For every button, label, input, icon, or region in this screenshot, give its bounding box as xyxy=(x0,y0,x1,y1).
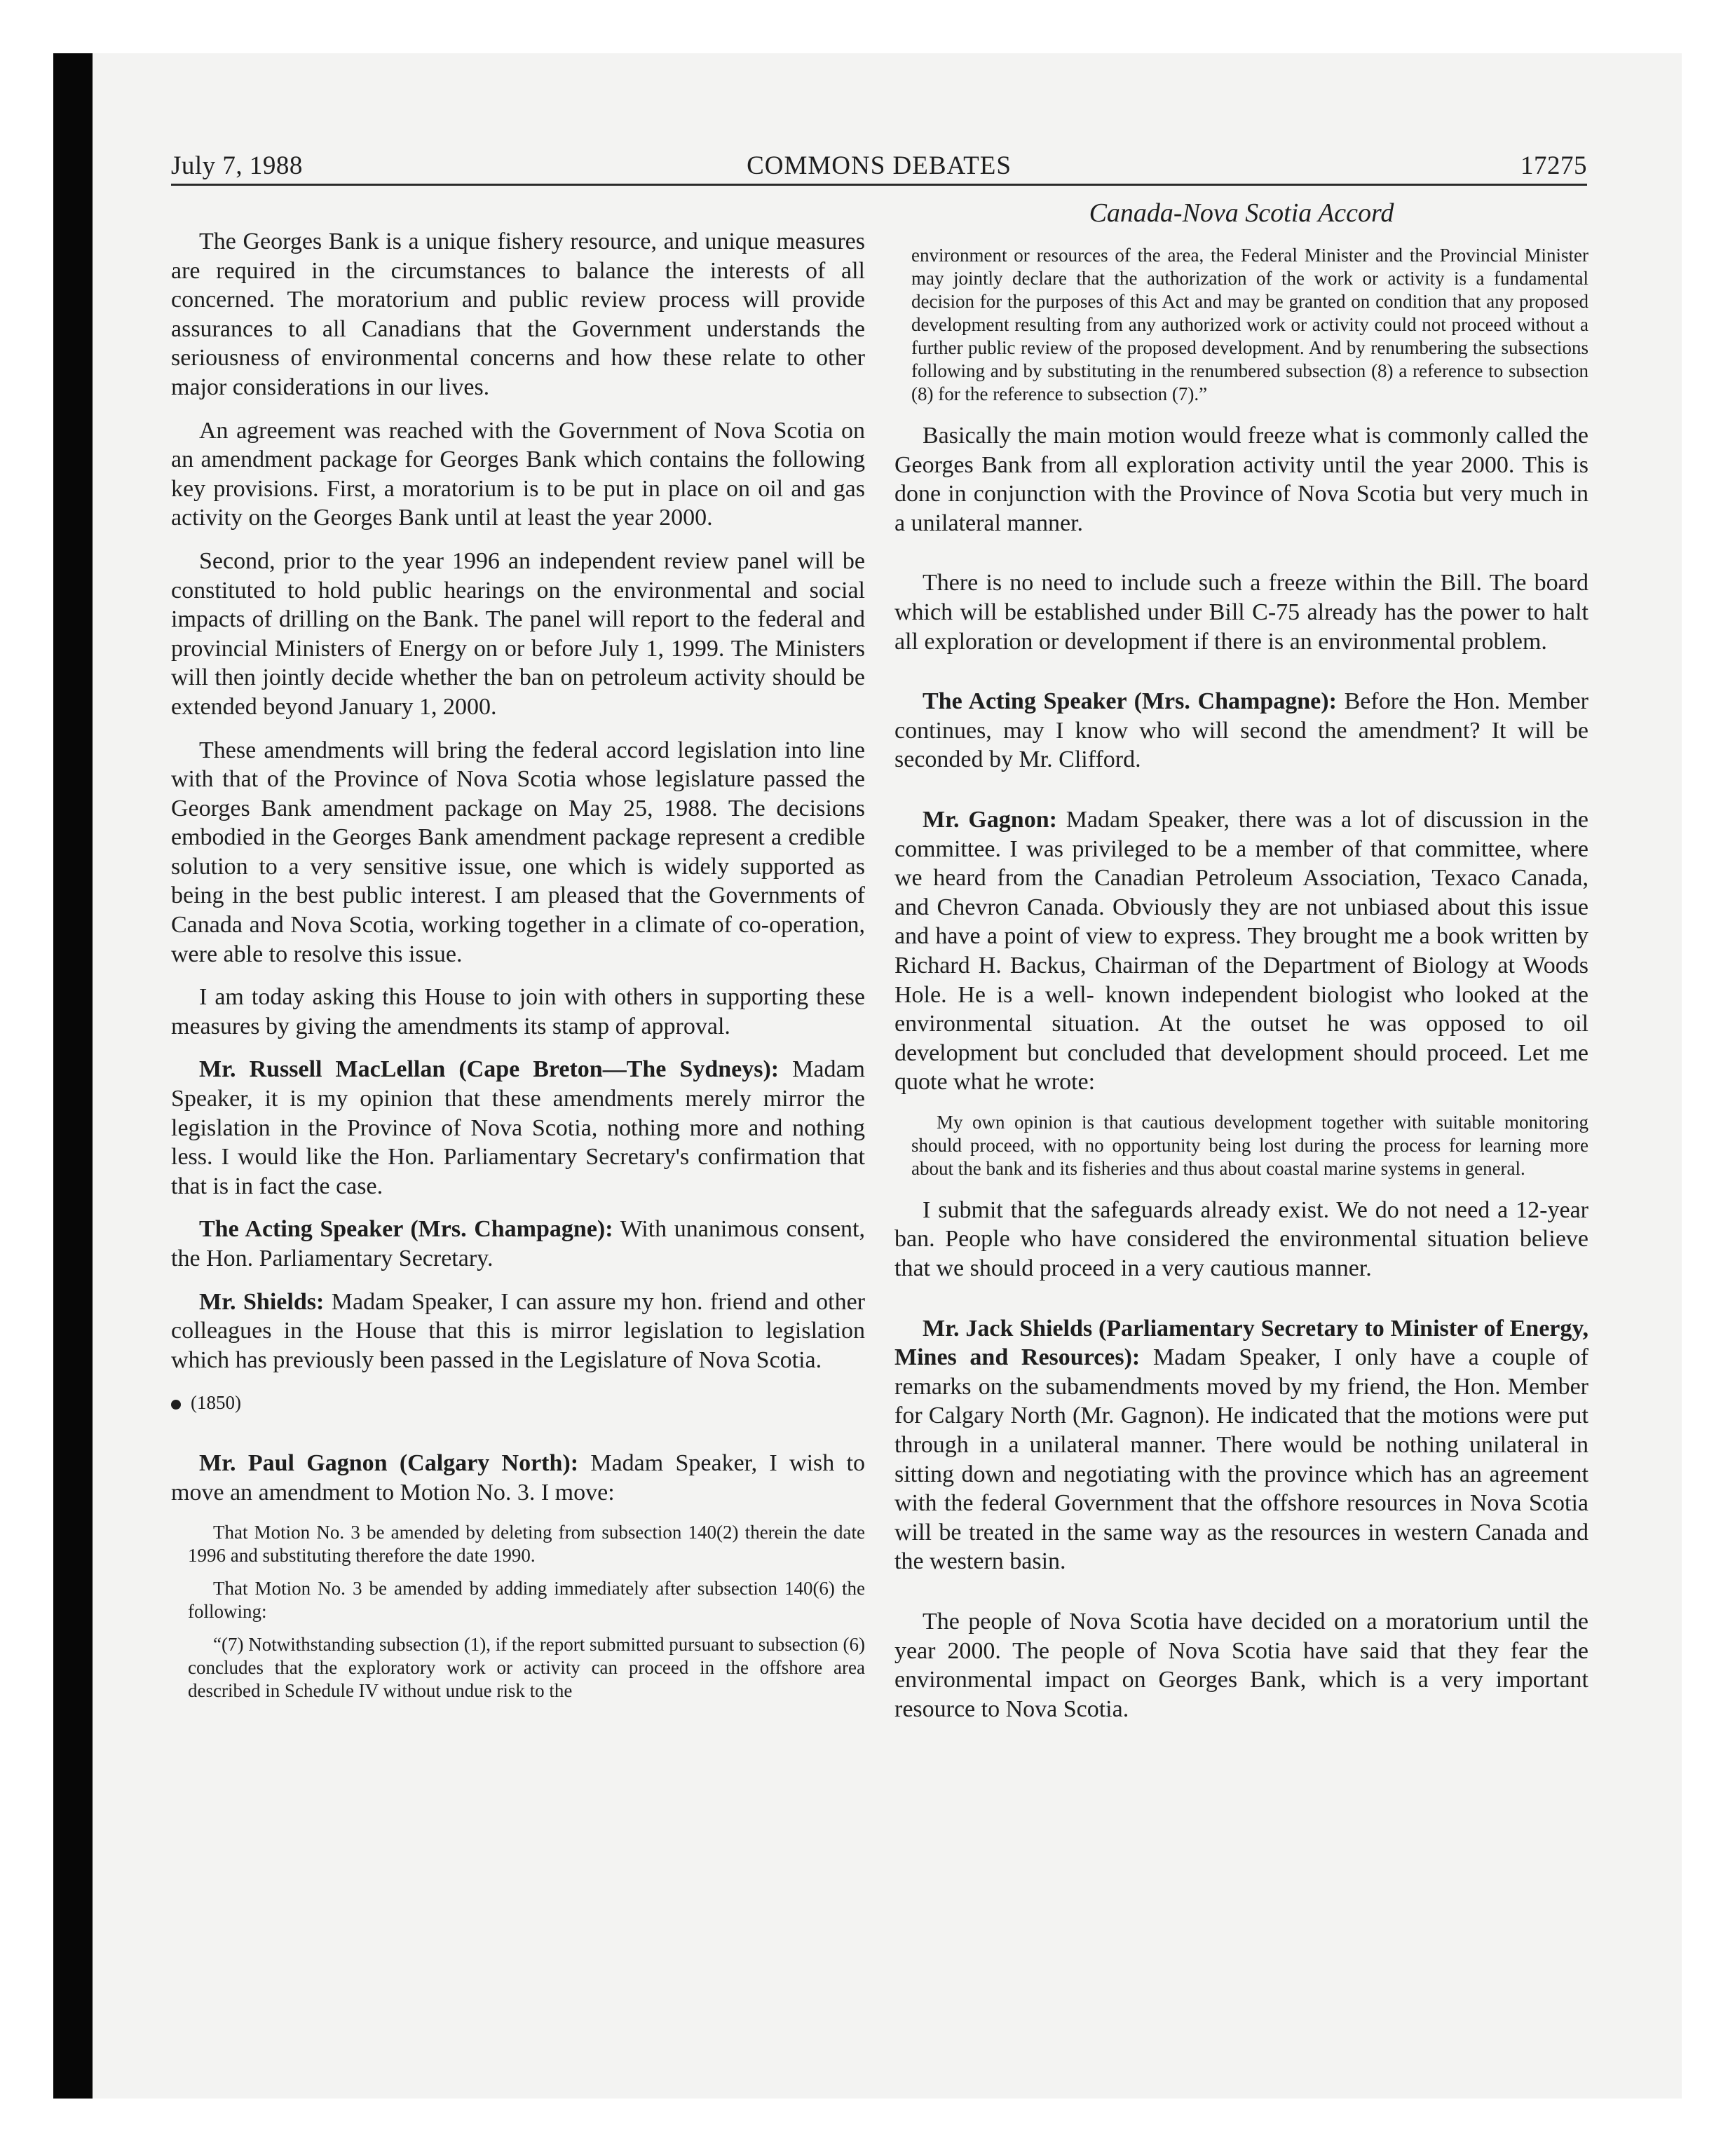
header-title: COMMONS DEBATES xyxy=(747,151,1012,180)
speech-paragraph xyxy=(171,1288,865,1375)
spacer xyxy=(171,196,865,227)
speech-text: Madam Speaker, there was a lot of discussion in the committee. I was privileged to be a member of that committee, where we heard from the Canadian Petroleum Association, Texaco Canada, and Chevron Canada. Obviously they are not unbiased about this issue and have a point of view to express. They brought me a book written by Richard H. Backus, Chairman of the Department of Biology at Woods Hole. He is a well- known independent biologist who looked at the environmental situation. At the outset he was opposed to oil development but concluded that development should proceed. Let me quote what he wrote: xyxy=(894,806,1589,1096)
paragraph: The people of Nova Scotia have decided on a moratorium until the year 2000. The people of Nova Scotia have said that they fear the environmental impact on Georges Bank, which is a very important resource to Nova Scotia. xyxy=(894,1609,1588,1722)
paragraph: These amendments will bring the federal accord legislation into line with that of the Province of Nova Scotia whose legislature passed the Georges Bank amendment package on May 25, 1988. The decisions embodied in the Georges Bank amendment package represent a credible solution to a very sensitive issue, one which is widely supported as being in the best public interest. I am pleased that the Governments of Canada and Nova Scotia, working together in a climate of co-operation, were able to resolve this issue. xyxy=(171,737,865,967)
paragraph: Second, prior to the year 1996 an independent review panel will be constituted to hold public hearings on the environmental and social impacts of drilling on the Bank. The panel will report to the federal and provincial Ministers of Energy on or before July 1, 1999. The Ministers will then jointly decide whether the ban on petroleum activity should be extended beyond January 1, 2000. xyxy=(171,547,865,720)
quote-paragraph: That Motion No. 3 be amended by adding immediately after subsection 140(6) the following: xyxy=(188,1578,865,1623)
spacer xyxy=(894,789,1588,805)
speaker-name: Mr. Shields: xyxy=(199,1288,325,1315)
quote-paragraph: My own opinion is that cautious development together with suitable monitoring should proceed, with no opportunity being lost during the process for learning more about the bank and its fisheries and thus about coastal marine systems in general. xyxy=(911,1111,1588,1179)
spacer xyxy=(894,1590,1588,1607)
header-page-number: 17275 xyxy=(1520,151,1587,180)
speaker-name: The Acting Speaker (Mrs. Champagne): xyxy=(923,688,1337,715)
speech-text: Madam Speaker, it is my opinion that these amendments merely mirror the legislation in the Province of Nova Scotia, nothing more and nothing less. I would like the Hon. Parliamentary Secretary's confirmation that that is in fact the case. xyxy=(171,1056,865,1199)
speech-paragraph xyxy=(894,805,1588,1097)
backus-quote xyxy=(894,1111,1588,1180)
speech-text: Before the Hon. Member continues, may I know who will second the amendment? It will be seconded by Mr. Clifford. xyxy=(894,688,1588,773)
quote-paragraph: That Motion No. 3 be amended by deleting from subsection 140(2) therein the date 1996 and substituting therefore the date 1990. xyxy=(188,1522,865,1567)
paragraph: I submit that the safeguards already exist. We do not need a 12-year ban. People who have considered the environmental situation believe that we should proceed in a very cautious manner. xyxy=(894,1196,1588,1282)
spacer xyxy=(894,1297,1588,1314)
speech-text: Madam Speaker, I only have a couple of remarks on the subamendments moved by my friend, the Hon. Member for Calgary North (Mr. Gagnon). He indicated that the motions were put through in a unilateral manner. There would be nothing unilateral in sitting down and negotiating with the province which has an agreement with the federal Government that the offshore resources in Nova Scotia will be treated in the same way as the resources in western Canada and the western basin. xyxy=(894,1344,1589,1575)
speech-paragraph xyxy=(171,1215,865,1273)
speaker-name: Mr. Russell MacLellan (Cape Breton—The Sydneys): xyxy=(199,1056,780,1083)
speaker-name: Mr. Jack Shields (Parliamentary Secretary to Minister of Energy, Mines and Resources): xyxy=(894,1315,1588,1371)
speech-text: Madam Speaker, I can assure my hon. friend and other colleagues in the House that this is mirror legislation to legislation which has previously been passed in the Legislature of Nova Scotia. xyxy=(171,1288,865,1373)
time-marker-text: (1850) xyxy=(191,1392,241,1414)
paragraph: Basically the main motion would freeze what is commonly called the Georges Bank from all exploration activity until the year 2000. This is done in conjunction with the Province of Nova Scotia but very much in a unilateral manner. xyxy=(894,423,1588,536)
speech-text: With unanimous consent, the Hon. Parliamentary Secretary. xyxy=(171,1216,865,1271)
amendment-quote xyxy=(171,1521,865,1703)
bullet-icon xyxy=(171,1400,181,1410)
header-rule xyxy=(171,184,1587,186)
speaker-name: Mr. Gagnon: xyxy=(923,806,1057,833)
left-column xyxy=(171,196,865,1718)
quote-paragraph: environment or resources of the area, the Federal Minister and the Provincial Minister may jointly declare that the authorization of the work or activity is a fundamental decision for the purposes of this Act and may be granted on condition that any proposed development resulting from any authorized work or activity could not proceed without a further public review of the proposed development. And by renumbering the subsections following and by substituting in the renumbered subsection (8) a reference to subsection (8) for the reference to subsection (7).” xyxy=(911,245,1588,404)
spacer xyxy=(171,1432,865,1449)
paragraph: The Georges Bank is a unique fishery resource, and unique measures are required in the circumstances to balance the interests of all concerned. The moratorium and public review process will provide assurances to all Canadians that the Government understands the seriousness of environmental concerns and how these relate to other major considerations in our lives. xyxy=(171,228,865,400)
section-title: Canada-Nova Scotia Accord xyxy=(1089,198,1394,228)
speech-paragraph xyxy=(171,1449,865,1507)
speech-paragraph xyxy=(894,687,1588,775)
speaker-name: Mr. Paul Gagnon (Calgary North): xyxy=(199,1449,579,1476)
paragraph: An agreement was reached with the Government of Nova Scotia on an amendment package for Georges Bank which contains the following key provisions. First, a moratorium is to be put in place on oil and gas activity on the Georges Bank until at least the year 2000. xyxy=(171,417,865,531)
speech-text: Madam Speaker, I wish to move an amendment to Motion No. 3. I move: xyxy=(171,1449,865,1506)
amendment-quote-continued xyxy=(894,244,1588,406)
spacer xyxy=(894,670,1588,687)
right-column xyxy=(894,196,1588,1738)
header-date: July 7, 1988 xyxy=(171,151,303,180)
paragraph: There is no need to include such a freeze within the Bill. The board which will be established under Bill C-75 already has the power to halt all exploration or development if there is an environmental problem. xyxy=(894,570,1588,655)
scan-edge-bar xyxy=(53,53,93,2099)
quote-paragraph: “(7) Notwithstanding subsection (1), if the report submitted pursuant to subsection (6) concludes that the exploratory work or activity can proceed in the offshore area described in Schedule IV without undue risk to the xyxy=(188,1634,865,1702)
time-marker xyxy=(171,1389,865,1418)
paragraph: I am today asking this House to join with others in supporting these measures by giving the amendments its stamp of approval. xyxy=(171,984,865,1039)
speech-paragraph xyxy=(171,1055,865,1201)
speech-paragraph xyxy=(894,1314,1588,1576)
spacer xyxy=(894,552,1588,568)
speaker-name: The Acting Speaker (Mrs. Champagne): xyxy=(199,1216,613,1243)
page-header xyxy=(171,143,1587,185)
